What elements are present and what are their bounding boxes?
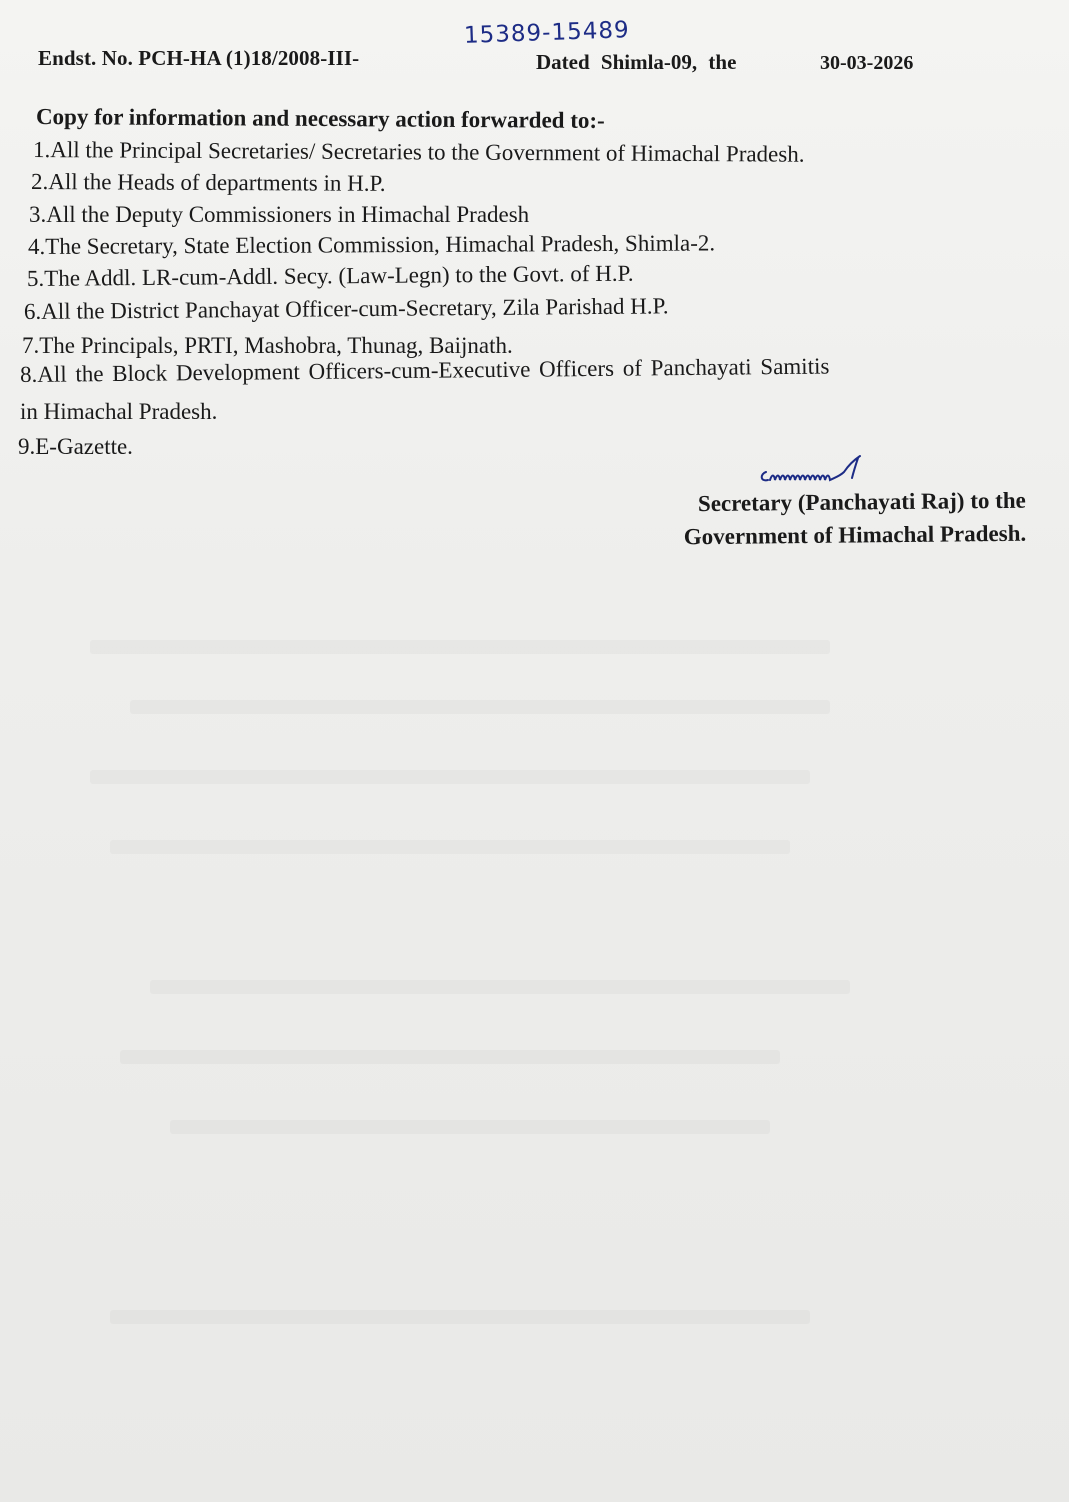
list-item: in Himachal Pradesh. — [20, 399, 218, 424]
list-item: 8.All the Block Development Officers-cum-Executive Officers of Panchayati Samitis — [19, 353, 830, 387]
show-through-texture — [120, 1050, 780, 1064]
recipient-list — [0, 0, 1069, 480]
list-item: 7.The Principals, PRTI, Mashobra, Thunag, Baijnath. — [22, 333, 513, 358]
show-through-texture — [130, 700, 830, 714]
signatory-government: Government of Himachal Pradesh. — [683, 520, 1027, 550]
list-item: 1.All the Principal Secretaries/ Secretaries to the Government of Himachal Pradesh. — [32, 137, 805, 167]
signatory-block — [586, 484, 1027, 555]
dated-place-label: Dated Shimla-09, the — [536, 50, 737, 74]
list-item: 3.All the Deputy Commissioners in Himachal Pradesh — [29, 202, 530, 227]
show-through-texture — [110, 1310, 810, 1324]
endorsement-number: Endst. No. PCH-HA (1)18/2008-III- — [38, 46, 360, 70]
document-date: 30-03-2026 — [820, 52, 914, 74]
show-through-texture — [170, 1120, 770, 1134]
show-through-texture — [90, 770, 810, 784]
forwarding-intro: Copy for information and necessary action forwarded to:- — [35, 104, 605, 133]
signature-icon — [756, 452, 876, 488]
list-item: 5.The Addl. LR-cum-Addl. Secy. (Law-Legn) to the Govt. of H.P. — [26, 260, 634, 291]
handwritten-dispatch-range: 15389-15489 — [463, 17, 631, 49]
show-through-texture — [110, 840, 790, 854]
show-through-texture — [90, 640, 830, 654]
show-through-texture — [150, 980, 850, 994]
list-item: 9.E-Gazette. — [18, 434, 133, 459]
list-item: 4.The Secretary, State Election Commission, Himachal Pradesh, Shimla-2. — [27, 230, 716, 259]
list-item: 6.All the District Panchayat Officer-cum-Secretary, Zila Parishad H.P. — [23, 293, 669, 324]
list-item: 2.All the Heads of departments in H.P. — [30, 169, 386, 196]
signatory-designation: Secretary (Panchayati Raj) to the — [697, 487, 1026, 517]
